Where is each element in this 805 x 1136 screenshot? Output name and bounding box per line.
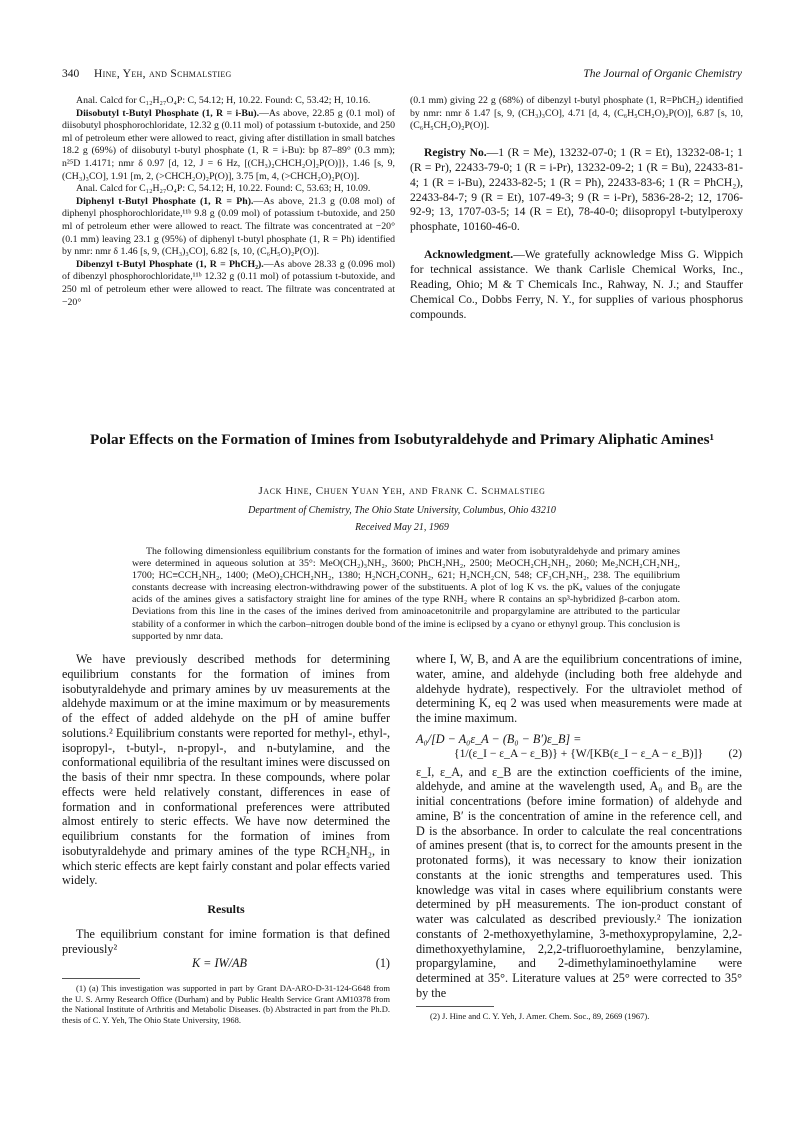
compound-heading: Diphenyl t-Butyl Phosphate (1, R = Ph).: [76, 195, 254, 207]
experimental-column-left: [62, 95, 395, 309]
compound-text: —As above, 21.3 g (0.08 mol) of diphenyl phosphorochloridate,¹¹ᵇ 9.8 g (0.09 mol) of potassium t-butoxide, and 250 ml of petroleum ether were allowed to react. The filtrate was concentrated at −20° (0.1 mm) leaving 23.1 g (95%) of diphenyl t-butyl phosphate (1, R = Ph) identified by nmr: nmr δ 1.46 [s, 9, (CH₃)₃CO], 6.82 [s, 10, (C₆H₅O)₂P(O)].: [62, 195, 395, 258]
method-paragraph: ε_I, ε_A, and ε_B are the extinction coefficients of the imine, aldehyde, and amine at the wavelength used, A₀ and B₀ are the initial concentrations (before imine formation) of aldehyde and amine, B′ is the concentration of amine in the reference cell, and D is the absorbance. In order to calculate the real concentrations of amines present (that is, to correct for the amounts present in the protonated forms), it was necessary to know their ionization constants at the ionic strengths and temperatures used. This knowledge was vital in cases where equilibrium constants were determined by pH measurements. The ion-product constant of water was calculated as described previously.² The ionization constants of 2-methoxyethylamine, 3-methoxypropylamine, 2,2-dimethoxyethylamine, 2,2,2-trifluoroethylamine, benzylamine, propargylamine, and 2-dimethylaminoethylamine were determined at 35°. Literature values at 25° were corrected to 35° by the: [416, 764, 742, 1000]
abstract: [132, 546, 680, 643]
compound-paragraph: [62, 196, 395, 259]
equation-1-text: K = IW/AB: [192, 956, 247, 971]
acknowledgment-paragraph: [410, 248, 743, 323]
experimental-column-right: [410, 95, 743, 323]
acknowledgment-label: Acknowledgment.: [424, 248, 514, 262]
registry-label: Registry No.: [424, 145, 487, 159]
registry-text: —1 (R = Me), 13232-07-0; 1 (R = Et), 13232-08-1; 1 (R = Pr), 22433-79-0; 1 (R = i-Pr), 13232-09-2; 1 (R = Bu), 22433-81-4; 1 (R = i-Bu), 22433-82-5; 1 (R = Ph), 22433-83-6; 1 (R = PhCH₂), 22433-84-7; 9 (R = Et), 107-49-3; 9 (R = i-Pr), 5836-28-2; 12, 1706-92-9; 13, 1707-03-5; 14 (R = Et), 78-40-0; diisopropyl t-butylperoxy phosphate, 10160-46-0.: [410, 145, 743, 234]
compound-paragraph: [62, 259, 395, 309]
page-number: 340: [62, 68, 80, 80]
definitions-paragraph: where I, W, B, and A are the equilibrium concentrations of imine, water, amine, and aldehyde (including both free aldehyde and aldehyde hydrate), respectively. For the ultraviolet method of determining K, eq 2 was used when measurements were made at the imine maximum.: [416, 652, 742, 725]
equation-2-number: (2): [728, 746, 742, 760]
abstract-text: The following dimensionless equilibrium constants for the formation of imines and water from isobutyraldehyde and primary amines were determined in aqueous solution at 35°: MeO(CH₂)₃NH₂, 3600; PhCH₂NH₂, 2500; MeOCH₂CH₂NH₂, 2060; Me₂NCH₂CH₂NH₂, 1700; HC≡CCH₂NH₂, 1400; (MeO)₂CHCH₂NH₂, 1380; H₂NCH₂CONH₂, 621; H₂NCH₂CN, 548; CF₃CH₂NH₂, 238. The equilibrium constants decrease with increasing electron-withdrawing power of the substituents. A plot of log K vs. the pKₐ values of the conjugate acids of the amines gives a satisfactory straight line for amines of the type RNH₂ where R contains an sp³-hybridized β-carbon atom. Deviations from this line in the cases of the imines derived from aminoacetonitrile and propargylamine are attributed to the particular stability of a conformer in which the carbon–nitrogen double bond of the imine is eclipsed by a cyano or ethynyl group. This conclusion is supported by nmr data.: [132, 546, 680, 642]
compound-text: —As above 28.33 g (0.096 mol) of dibenzyl phosphorochloridate,¹¹ᵇ 12.32 g (0.11 mol) of potassium t-butoxide, and 250 ml of petroleum ether were allowed to react. The filtrate was concentrated at −20°: [62, 258, 395, 308]
acknowledgment-text: —We gratefully acknowledge Miss G. Wippich for technical assistance. We thank Carlisle Chemical Works, Inc., Reading, Ohio; M & T Chemicals Inc., Rahway, N. J.; and Stauffer Chemical Co., Dobbs Ferry, N. Y., for supplies of various phosphorus compounds.: [410, 248, 743, 321]
footnote-1: (1) (a) This investigation was supported in part by Grant DA-ARO-D-31-124-G648 from the U. S. Army Research Office (Durham) and by Public Health Service Grant AM10378 from the National Institute of Arthritis and Metabolic Diseases. (b) Abstracted in part from the Ph.D. thesis of C. Y. Yeh, The Ohio State University, 1968.: [62, 983, 390, 1025]
body-column-left: [62, 652, 390, 1025]
footnote-divider: [62, 978, 140, 979]
equation-1: [62, 956, 390, 973]
journal-name: The Journal of Organic Chemistry: [583, 68, 742, 80]
footnote-divider: [416, 1006, 494, 1007]
compound-paragraph: [62, 108, 395, 184]
running-authors: Hine, Yeh, and Schmalstieg: [94, 68, 232, 80]
compound-heading: Dibenzyl t-Butyl Phosphate (1, R = PhCH₂).: [76, 258, 264, 270]
compound-heading: Diisobutyl t-Butyl Phosphate (1, R = i-Bu).: [76, 107, 260, 119]
received-date: Received May 21, 1969: [355, 522, 449, 533]
article-authors: Jack Hine, Chuen Yuan Yeh, and Frank C. Schmalstieg: [258, 485, 546, 497]
compound-text: —As above, 22.85 g (0.1 mol) of diisobutyl phosphorochloridate, 12.32 g (0.11 mol) of potassium t-butoxide, and 250 ml of petroleum ether were allowed to react, giving after distillation in small batches 18.2 g (69%) of diisobutyl t-butyl phosphate (1, R = i-Bu): bp 87–89° (0.3 mm); n²⁵D 1.4171; nmr δ 0.97 [d, 12, J = 6 Hz, [(CH₃)₂CHCH₂O]₂P(O)]}, 1.46 [s, 9, (CH₃)₃CO], 1.91 [m, 2, (>CHCH₂O)₂P(O)], 3.75 [m, 4, (>CHCH₂O)₂P(O)].: [62, 107, 395, 182]
equation-1-number: (1): [375, 956, 390, 971]
registry-paragraph: [410, 146, 743, 235]
analysis-paragraph: Anal. Calcd for C₁₂H₂₇O₄P: C, 54.12; H, 10.22. Found: C, 53.63; H, 10.09.: [76, 183, 371, 195]
equation-2-line-2: {1/(ε_I − ε_A − ε_B)} + {W/[KB(ε_I − ε_A − ε_B)]}: [454, 746, 704, 760]
affiliation: Department of Chemistry, The Ohio State University, Columbus, Ohio 43210: [248, 505, 556, 516]
equation-2: [416, 747, 742, 765]
equation-2-line-1: A₀/[D − A₀ε_A − (B₀ − B′)ε_B] =: [416, 731, 582, 746]
results-paragraph: The equilibrium constant for imine formation is that defined previously²: [62, 926, 390, 956]
footnote-2: (2) J. Hine and C. Y. Yeh, J. Amer. Chem. Soc., 89, 2669 (1967).: [430, 1010, 650, 1021]
section-heading-results: Results: [207, 902, 245, 916]
running-header: [62, 68, 742, 84]
intro-paragraph: We have previously described methods for determining equilibrium constants for the formation of imines from isobutyraldehyde and primary amines by uv measurements at the aldehyde maximum or at the imine maximum or by measurements of the effect of added aldehyde on the pH of amine buffer solutions.² Equilibrium constants were reported for methyl-, ethyl-, isopropyl-, t-butyl-, n-propyl-, and n-butylamine, and the conformational equilibria of the resultant imines were discussed on the basis of their nmr spectra. In these compounds, where polar effects were held relatively constant, differences in ease of formation and in conformational preferences were attributed almost entirely to steric effects. We have now determined the equilibrium constants for the formation of imines from isobutyraldehyde and primary amines of the type RCH₂NH₂, in which steric effects are kept fairly constant and polar effects varied widely.: [62, 652, 390, 888]
analysis-paragraph: Anal. Calcd for C₁₂H₂₇O₄P: C, 54.12; H, 10.22. Found: C, 53.42; H, 10.16.: [76, 95, 371, 106]
continued-paragraph: (0.1 mm) giving 22 g (68%) of dibenzyl t-butyl phosphate (1, R=PhCH₂) identified by nmr: nmr δ 1.47 [s, 9, (CH₃)₃CO], 4.71 [d, 4, (C₆H₅CH₂O)₂P(O)], 6.87 [s, 10, (C₆H₅CH₂O)₂P(O)].: [410, 95, 743, 132]
body-column-right: [416, 652, 742, 1021]
article-title: Polar Effects on the Formation of Imines from Isobutyraldehyde and Primary Aliphatic Amines¹: [89, 431, 715, 448]
